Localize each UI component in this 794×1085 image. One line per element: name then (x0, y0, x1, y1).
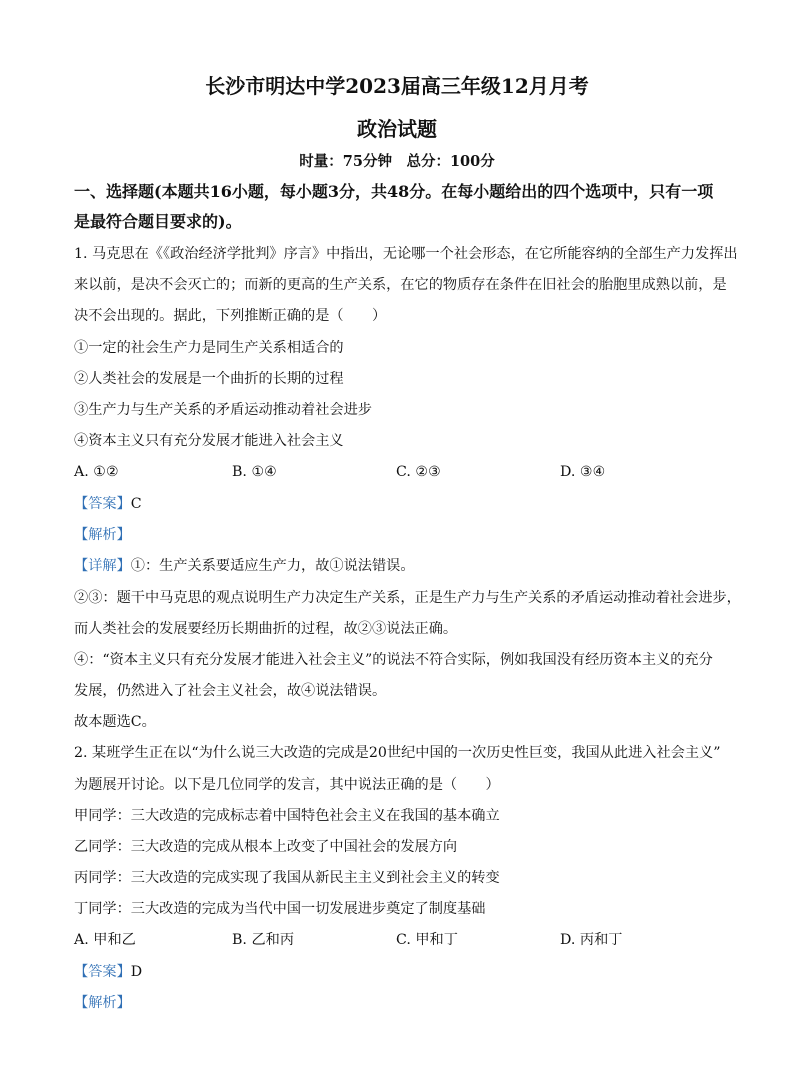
q1-detail-line-2: ②③：题干中马克思的观点说明生产力决定生产关系，正是生产力与生产关系的矛盾运动推动着社会进步， (74, 590, 741, 606)
q2-analysis (74, 993, 131, 1013)
exam-subject: 政治试题 (357, 117, 437, 141)
q1-answer (74, 494, 142, 514)
exam-meta: 时量：75分钟 总分：100分 (299, 153, 495, 170)
q1-stem-line-3: 决不会出现的。据此，下列推断正确的是（ ） (74, 308, 387, 324)
q1-detail-line-4: ④：“资本主义只有充分发展才能进入社会主义”的说法不符合实际，例如我国没有经历资本主义的充分 (74, 652, 713, 668)
q2-stem-line-1: 2. 某班学生正在以“为什么说三大改造的完成是20世纪中国的一次历史性巨变，我国从此进入社会主义” (74, 745, 721, 761)
section-heading-line-2: 是最符合题目要求的)。 (74, 212, 242, 231)
q1-option-a: A. ①② (74, 464, 119, 480)
section-heading-line-1: 一、选择题(本题共16小题，每小题3分，共48分。在每小题给出的四个选项中，只有一项 (74, 182, 714, 201)
detail-tag: 【详解】 (74, 558, 131, 574)
q1-option-d: D. ③④ (560, 464, 606, 480)
q1-option-c: C. ②③ (396, 464, 441, 480)
q2-answer (74, 962, 142, 982)
q2-statement-2: 乙同学：三大改造的完成从根本上改变了中国社会的发展方向 (74, 839, 458, 855)
q2-statement-3: 丙同学：三大改造的完成实现了我国从新民主主义到社会主义的转变 (74, 870, 500, 886)
q2-stem-line-2: 为题展开讨论。以下是几位同学的发言，其中说法正确的是（ ） (74, 777, 500, 793)
q2-option-b: B. 乙和丙 (232, 932, 295, 948)
answer-tag: 【答案】 (74, 964, 131, 980)
analysis-tag: 【解析】 (74, 527, 131, 543)
q2-option-d: D. 丙和丁 (560, 932, 623, 948)
q1-detail-line-1 (74, 556, 415, 576)
q1-stem-line-2: 来以前，是决不会灭亡的；而新的更高的生产关系，在它的物质存在条件在旧社会的胎胞里成熟以前，是 (74, 277, 727, 293)
q1-statement-1: ①一定的社会生产力是同生产关系相适合的 (74, 340, 344, 356)
detail-text: ①：生产关系要适应生产力，故①说法错误。 (130, 558, 415, 574)
q1-analysis (74, 525, 131, 545)
q1-detail-line-3: 而人类社会的发展要经历长期曲折的过程，故②③说法正确。 (74, 621, 458, 637)
q1-option-b: B. ①④ (232, 464, 277, 480)
answer-tag: 【答案】 (74, 496, 131, 512)
q1-statement-3: ③生产力与生产关系的矛盾运动推动着社会进步 (74, 402, 372, 418)
exam-title: 长沙市明达中学2023届高三年级12月月考 (205, 74, 589, 98)
q2-option-a: A. 甲和乙 (74, 932, 136, 948)
q2-option-c: C. 甲和丁 (396, 932, 458, 948)
q1-statement-4: ④资本主义只有充分发展才能进入社会主义 (74, 433, 344, 449)
q2-statement-4: 丁同学：三大改造的完成为当代中国一切发展进步奠定了制度基础 (74, 901, 486, 917)
answer-value: C (130, 496, 142, 512)
q1-statement-2: ②人类社会的发展是一个曲折的长期的过程 (74, 371, 344, 387)
analysis-tag: 【解析】 (74, 995, 131, 1011)
q1-stem-line-1: 1. 马克思在《《政治经济学批判》序言》中指出，无论哪一个社会形态，在它所能容纳的全部生产力发挥出 (74, 246, 738, 262)
q2-statement-1: 甲同学：三大改造的完成标志着中国特色社会主义在我国的基本确立 (74, 808, 500, 824)
q1-detail-line-5: 发展，仍然进入了社会主义社会，故④说法错误。 (74, 683, 387, 699)
q1-conclusion: 故本题选C。 (74, 714, 156, 730)
answer-value: D (130, 964, 143, 980)
